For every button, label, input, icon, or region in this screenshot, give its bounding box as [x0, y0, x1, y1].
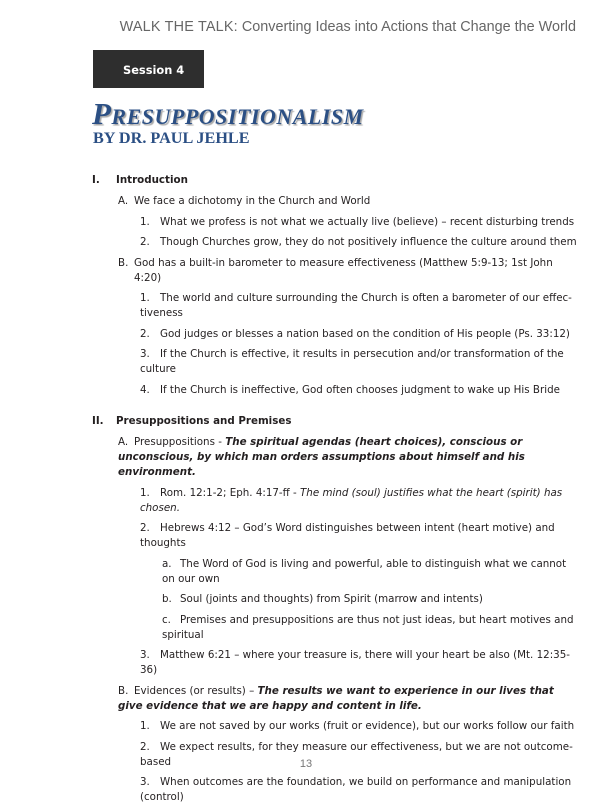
point-text: When outcomes are the foundation, we build on performance and manipulation (control) [140, 776, 572, 803]
subpoint-text: The Word of God is living and powerful, able to distinguish what we cannot on our own [162, 557, 567, 585]
subpoint-letter: a. [162, 557, 172, 570]
point-number: 1. [140, 720, 150, 732]
point-number: 1. [140, 215, 150, 228]
point-text: Rom. 12:1-2; Eph. 4:17-ff - [160, 486, 301, 499]
definition-text: The results we want to experience in our lives that give evidence that we are happy and content in life. [118, 684, 554, 712]
point-number: 2. [140, 236, 150, 248]
point-number: 3. [140, 776, 150, 788]
subpoint-letter: c. [162, 613, 171, 626]
point-number: 4. [140, 383, 150, 396]
document-author: BY DR. PAUL JEHLE [93, 129, 250, 147]
point-text: We are not saved by our works (fruit or evidence), but our works follow our faith [160, 720, 575, 732]
outline-point [92, 215, 580, 230]
outline-subpoint [92, 613, 580, 643]
point-text: Matthew 6:21 – where your treasure is, there will your heart be also (Mt. 12:35-36) [140, 649, 570, 676]
session-tab: Session 4 [93, 50, 204, 88]
outline-point [92, 383, 580, 398]
subpoint-text: Premises and presuppositions are thus not just ideas, but heart motives and spiritual [162, 613, 574, 641]
point-number: 2. [140, 522, 150, 534]
point-text: Though Churches grow, they do not positively influence the culture around them [160, 236, 577, 248]
running-head-series: WALK THE TALK: [119, 19, 238, 35]
item-lead: Presuppositions - [134, 436, 226, 448]
definition-text: The spiritual agendas (heart choices), conscious or unconscious, by which man orders assumptions about himself and his environment. [118, 436, 525, 478]
point-text: Hebrews 4:12 – God’s Word distinguishes between intent (heart motive) and thoughts [140, 522, 555, 549]
point-number: 3. [140, 348, 150, 360]
running-head-subtitle: Converting Ideas into Actions that Change the World [241, 19, 576, 35]
outline-point [92, 719, 580, 734]
point-number: 1. [140, 486, 150, 499]
outline-subpoint [92, 592, 580, 607]
outline-item [92, 194, 580, 209]
document-title: Presuppositionalism [92, 96, 364, 131]
section-number: I. [92, 174, 100, 186]
outline-point [92, 521, 580, 551]
item-lead: Evidences (or results) – [134, 684, 258, 697]
outline-item [92, 256, 580, 286]
outline-point [92, 291, 580, 321]
point-text: God judges or blesses a nation based on the condition of His people (Ps. 33:12) [160, 327, 570, 340]
section-heading [92, 414, 580, 429]
item-text: God has a built-in barometer to measure effectiveness (Matthew 5:9-13; 1st John 4:20) [134, 256, 553, 284]
outline-item [92, 684, 580, 714]
section-heading [92, 173, 580, 188]
outline-point [92, 347, 580, 377]
point-text: What we profess is not what we actually live (believe) – recent disturbing trends [160, 215, 575, 228]
running-head [120, 19, 576, 35]
item-letter: B. [118, 256, 129, 269]
subpoint-text: Soul (joints and thoughts) from Spirit (marrow and intents) [180, 593, 483, 605]
point-number: 3. [140, 649, 150, 661]
point-text: We expect results, for they measure our effectiveness, but we are not outcome-based [140, 740, 573, 768]
outline [92, 173, 580, 811]
outline-point [92, 775, 580, 805]
subpoint-letter: b. [162, 593, 172, 605]
point-quote: The mind (soul) justifies what the heart (spirit) has chosen. [140, 486, 563, 514]
outline-point [92, 327, 580, 342]
section-number: II. [92, 415, 104, 427]
outline-point [92, 235, 580, 250]
point-number: 2. [140, 327, 150, 340]
item-letter: A. [118, 195, 129, 207]
outline-point [92, 648, 580, 678]
point-number: 1. [140, 292, 150, 304]
point-text: The world and culture surrounding the Church is often a barometer of our effec-tiveness [140, 292, 572, 319]
section-title: Presuppositions and Premises [116, 415, 292, 427]
item-text: We face a dichotomy in the Church and World [134, 195, 371, 207]
point-text: If the Church is effective, it results in persecution and/or transformation of the culture [140, 348, 564, 375]
outline-subpoint [92, 557, 580, 587]
point-number: 2. [140, 740, 150, 753]
outline-point [92, 486, 580, 516]
item-letter: A. [118, 436, 129, 448]
page-number: 13 [299, 758, 313, 770]
outline-item [92, 435, 580, 480]
point-text: If the Church is ineffective, God often chooses judgment to wake up His Bride [160, 383, 560, 396]
item-letter: B. [118, 684, 129, 697]
section-title: Introduction [116, 174, 188, 186]
